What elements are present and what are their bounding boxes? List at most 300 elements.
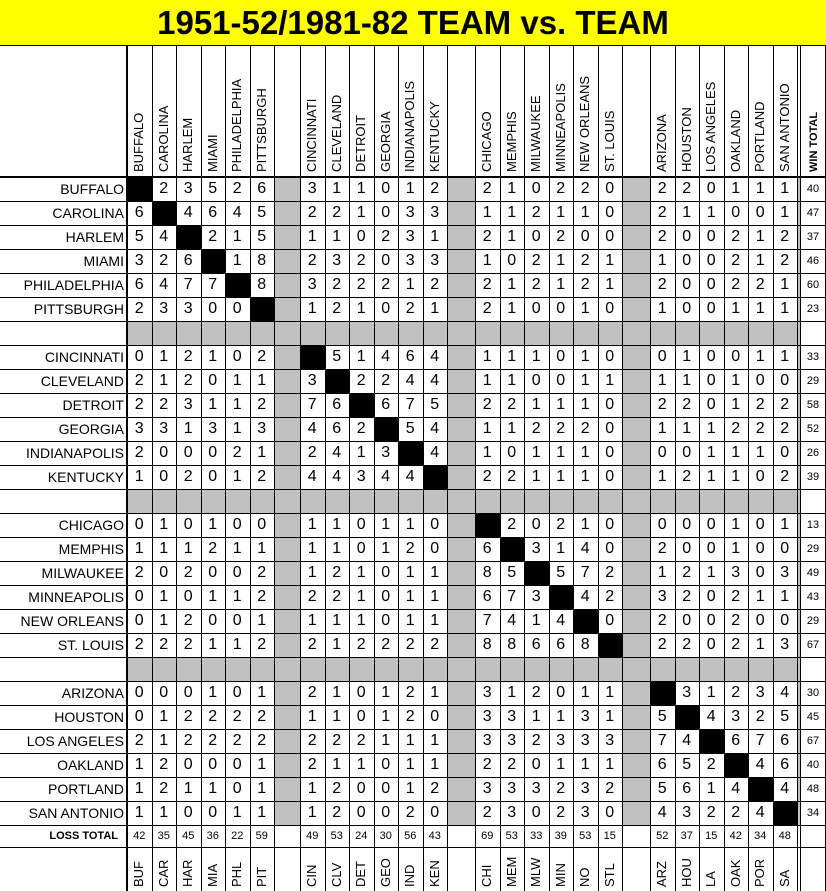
loss-total-value: 34 bbox=[754, 830, 767, 842]
head-to-head-wins: 5 bbox=[657, 708, 667, 725]
head-to-head-wins: 0 bbox=[755, 372, 765, 389]
column-header-name: PHILADELPHIA bbox=[229, 78, 245, 172]
head-to-head-wins: 0 bbox=[657, 516, 667, 533]
head-to-head-wins: 2 bbox=[482, 228, 492, 245]
head-to-head-wins: 1 bbox=[232, 588, 242, 605]
head-to-head-wins: 1 bbox=[232, 372, 242, 389]
head-to-head-wins: 2 bbox=[332, 780, 342, 797]
head-to-head-wins: 1 bbox=[507, 228, 517, 245]
grid-line bbox=[0, 777, 826, 778]
head-to-head-wins: 2 bbox=[134, 444, 144, 461]
head-to-head-wins: 2 bbox=[556, 180, 566, 197]
grid-line bbox=[797, 46, 798, 891]
win-total-value: 29 bbox=[806, 615, 820, 627]
grid-line bbox=[0, 345, 826, 346]
head-to-head-wins: 2 bbox=[159, 396, 169, 413]
head-to-head-wins: 6 bbox=[183, 252, 193, 269]
win-total-value: 29 bbox=[806, 375, 820, 387]
head-to-head-wins: 1 bbox=[706, 564, 716, 581]
head-to-head-wins: 3 bbox=[531, 780, 541, 797]
head-to-head-wins: 0 bbox=[706, 300, 716, 317]
head-to-head-wins: 2 bbox=[580, 180, 590, 197]
head-to-head-wins: 3 bbox=[507, 708, 517, 725]
head-to-head-wins: 0 bbox=[134, 708, 144, 725]
row-header-name: MIAMI bbox=[83, 253, 124, 269]
head-to-head-wins: 1 bbox=[755, 588, 765, 605]
head-to-head-wins: 2 bbox=[307, 588, 317, 605]
column-header-abbr: BUF bbox=[131, 861, 147, 887]
diagonal-self-cell bbox=[325, 369, 350, 393]
head-to-head-wins: 3 bbox=[731, 708, 741, 725]
head-to-head-wins: 1 bbox=[332, 612, 342, 629]
head-to-head-wins: 4 bbox=[780, 684, 790, 701]
grid-line bbox=[524, 46, 525, 891]
head-to-head-wins: 1 bbox=[507, 300, 517, 317]
head-to-head-wins: 1 bbox=[208, 588, 218, 605]
head-to-head-wins: 3 bbox=[183, 396, 193, 413]
diagonal-self-cell bbox=[675, 705, 700, 729]
win-total-value: 46 bbox=[806, 255, 820, 267]
head-to-head-wins: 0 bbox=[381, 588, 391, 605]
column-header-name: NEW ORLEANS bbox=[577, 75, 593, 172]
diagonal-self-cell bbox=[423, 465, 448, 489]
head-to-head-wins: 0 bbox=[159, 684, 169, 701]
head-to-head-wins: 1 bbox=[356, 348, 366, 365]
grid-line bbox=[598, 46, 599, 891]
head-to-head-wins: 1 bbox=[731, 468, 741, 485]
grid-line bbox=[675, 46, 676, 891]
head-to-head-wins: 2 bbox=[507, 756, 517, 773]
head-to-head-wins: 1 bbox=[556, 276, 566, 293]
column-header-abbr: IND bbox=[402, 864, 418, 887]
head-to-head-wins: 2 bbox=[232, 732, 242, 749]
head-to-head-wins: 1 bbox=[482, 444, 492, 461]
head-to-head-wins: 1 bbox=[605, 756, 615, 773]
head-to-head-wins: 1 bbox=[482, 348, 492, 365]
grid-line bbox=[0, 225, 826, 226]
head-to-head-wins: 1 bbox=[755, 636, 765, 653]
head-to-head-wins: 2 bbox=[257, 468, 267, 485]
diagonal-self-cell bbox=[374, 417, 399, 441]
grid-line bbox=[475, 46, 476, 891]
head-to-head-wins: 2 bbox=[682, 468, 692, 485]
head-to-head-wins: 0 bbox=[755, 204, 765, 221]
head-to-head-wins: 1 bbox=[134, 540, 144, 557]
head-to-head-wins: 0 bbox=[232, 780, 242, 797]
head-to-head-wins: 7 bbox=[405, 396, 415, 413]
head-to-head-wins: 2 bbox=[430, 780, 440, 797]
head-to-head-wins: 2 bbox=[580, 420, 590, 437]
head-to-head-wins: 0 bbox=[232, 564, 242, 581]
head-to-head-wins: 0 bbox=[682, 228, 692, 245]
grid-line bbox=[447, 46, 448, 891]
head-to-head-wins: 4 bbox=[332, 444, 342, 461]
head-to-head-wins: 4 bbox=[332, 468, 342, 485]
column-header-abbr: HAR bbox=[180, 859, 196, 887]
head-to-head-wins: 0 bbox=[605, 348, 615, 365]
head-to-head-wins: 1 bbox=[682, 204, 692, 221]
head-to-head-wins: 1 bbox=[208, 636, 218, 653]
grid-line bbox=[0, 465, 826, 466]
head-to-head-wins: 2 bbox=[605, 564, 615, 581]
loss-total-value: 53 bbox=[330, 830, 343, 842]
head-to-head-wins: 1 bbox=[780, 588, 790, 605]
head-to-head-wins: 0 bbox=[706, 228, 716, 245]
head-to-head-wins: 3 bbox=[482, 780, 492, 797]
head-to-head-wins: 0 bbox=[159, 444, 169, 461]
loss-total-value: 15 bbox=[603, 830, 616, 842]
head-to-head-wins: 1 bbox=[580, 756, 590, 773]
head-to-head-wins: 4 bbox=[381, 348, 391, 365]
head-to-head-wins: 0 bbox=[605, 300, 615, 317]
head-to-head-wins: 3 bbox=[208, 420, 218, 437]
head-to-head-wins: 0 bbox=[531, 300, 541, 317]
head-to-head-wins: 4 bbox=[430, 420, 440, 437]
column-header-abbr: LA bbox=[703, 871, 719, 887]
column-header-abbr: STL bbox=[601, 863, 617, 887]
head-to-head-wins: 2 bbox=[657, 540, 667, 557]
head-to-head-wins: 1 bbox=[706, 444, 716, 461]
head-to-head-wins: 1 bbox=[580, 468, 590, 485]
head-to-head-wins: 1 bbox=[605, 252, 615, 269]
head-to-head-wins: 2 bbox=[183, 468, 193, 485]
grid-line bbox=[176, 46, 177, 891]
head-to-head-wins: 1 bbox=[332, 228, 342, 245]
head-to-head-wins: 6 bbox=[134, 204, 144, 221]
head-to-head-wins: 2 bbox=[257, 588, 267, 605]
head-to-head-wins: 0 bbox=[183, 444, 193, 461]
head-to-head-wins: 2 bbox=[332, 276, 342, 293]
head-to-head-wins: 5 bbox=[507, 564, 517, 581]
head-to-head-wins: 1 bbox=[780, 348, 790, 365]
head-to-head-wins: 3 bbox=[580, 708, 590, 725]
head-to-head-wins: 2 bbox=[332, 564, 342, 581]
head-to-head-wins: 2 bbox=[381, 228, 391, 245]
head-to-head-wins: 0 bbox=[755, 564, 765, 581]
head-to-head-wins: 1 bbox=[183, 420, 193, 437]
head-to-head-wins: 0 bbox=[605, 204, 615, 221]
diagonal-self-cell bbox=[300, 345, 325, 369]
head-to-head-wins: 1 bbox=[356, 444, 366, 461]
head-to-head-wins: 0 bbox=[605, 804, 615, 821]
head-to-head-wins: 2 bbox=[356, 732, 366, 749]
column-header-abbr: POR bbox=[752, 858, 768, 887]
column-header-name: PORTLAND bbox=[752, 101, 768, 172]
head-to-head-wins: 1 bbox=[657, 564, 667, 581]
head-to-head-wins: 2 bbox=[405, 804, 415, 821]
diagonal-self-cell bbox=[699, 729, 724, 753]
head-to-head-wins: 1 bbox=[657, 372, 667, 389]
head-to-head-wins: 1 bbox=[580, 300, 590, 317]
head-to-head-wins: 0 bbox=[556, 372, 566, 389]
head-to-head-wins: 1 bbox=[482, 420, 492, 437]
head-to-head-wins: 2 bbox=[731, 252, 741, 269]
head-to-head-wins: 0 bbox=[706, 588, 716, 605]
head-to-head-wins: 2 bbox=[531, 252, 541, 269]
head-to-head-wins: 0 bbox=[159, 564, 169, 581]
head-to-head-wins: 2 bbox=[208, 732, 218, 749]
head-to-head-wins: 4 bbox=[755, 756, 765, 773]
diagonal-self-cell bbox=[475, 513, 500, 537]
head-to-head-wins: 2 bbox=[731, 588, 741, 605]
head-to-head-wins: 1 bbox=[482, 204, 492, 221]
row-header-name: SAN ANTONIO bbox=[28, 805, 124, 821]
head-to-head-wins: 0 bbox=[780, 372, 790, 389]
win-total-value: 33 bbox=[806, 351, 820, 363]
head-to-head-wins: 0 bbox=[381, 204, 391, 221]
head-to-head-wins: 1 bbox=[507, 180, 517, 197]
head-to-head-wins: 1 bbox=[706, 204, 716, 221]
head-to-head-wins: 3 bbox=[307, 180, 317, 197]
head-to-head-wins: 2 bbox=[531, 732, 541, 749]
head-to-head-wins: 1 bbox=[332, 636, 342, 653]
head-to-head-wins: 1 bbox=[307, 780, 317, 797]
win-total-value: 48 bbox=[806, 783, 820, 795]
head-to-head-wins: 3 bbox=[731, 564, 741, 581]
head-to-head-wins: 0 bbox=[356, 228, 366, 245]
head-to-head-wins: 2 bbox=[507, 468, 517, 485]
head-to-head-wins: 0 bbox=[706, 516, 716, 533]
head-to-head-wins: 3 bbox=[307, 372, 317, 389]
head-to-head-wins: 1 bbox=[159, 372, 169, 389]
grid-line bbox=[724, 46, 725, 891]
head-to-head-wins: 1 bbox=[232, 468, 242, 485]
head-to-head-wins: 1 bbox=[507, 372, 517, 389]
head-to-head-wins: 2 bbox=[183, 708, 193, 725]
head-to-head-wins: 2 bbox=[731, 420, 741, 437]
head-to-head-wins: 3 bbox=[405, 252, 415, 269]
column-header-abbr: CHI bbox=[479, 864, 495, 887]
head-to-head-wins: 8 bbox=[507, 636, 517, 653]
head-to-head-wins: 1 bbox=[731, 516, 741, 533]
head-to-head-wins: 1 bbox=[405, 276, 415, 293]
head-to-head-wins: 1 bbox=[531, 708, 541, 725]
head-to-head-wins: 2 bbox=[482, 276, 492, 293]
head-to-head-wins: 1 bbox=[356, 564, 366, 581]
head-to-head-wins: 3 bbox=[682, 804, 692, 821]
head-to-head-wins: 0 bbox=[356, 516, 366, 533]
head-to-head-wins: 2 bbox=[731, 636, 741, 653]
win-total-value: 37 bbox=[806, 231, 820, 243]
diagonal-self-cell bbox=[176, 225, 201, 249]
diagonal-self-cell bbox=[500, 537, 525, 561]
head-to-head-wins: 0 bbox=[134, 348, 144, 365]
head-to-head-wins: 1 bbox=[257, 444, 267, 461]
head-to-head-wins: 2 bbox=[257, 708, 267, 725]
head-to-head-wins: 2 bbox=[731, 612, 741, 629]
head-to-head-wins: 1 bbox=[780, 204, 790, 221]
head-to-head-wins: 2 bbox=[682, 396, 692, 413]
head-to-head-wins: 0 bbox=[232, 516, 242, 533]
head-to-head-wins: 1 bbox=[580, 348, 590, 365]
head-to-head-wins: 3 bbox=[482, 732, 492, 749]
head-to-head-wins: 6 bbox=[405, 348, 415, 365]
head-to-head-wins: 1 bbox=[307, 228, 317, 245]
grid-line bbox=[225, 46, 226, 891]
head-to-head-wins: 5 bbox=[780, 708, 790, 725]
head-to-head-wins: 4 bbox=[430, 348, 440, 365]
win-total-value: 67 bbox=[806, 639, 820, 651]
head-to-head-wins: 0 bbox=[381, 300, 391, 317]
loss-total-value: 37 bbox=[680, 830, 693, 842]
head-to-head-wins: 6 bbox=[257, 180, 267, 197]
head-to-head-wins: 5 bbox=[257, 228, 267, 245]
head-to-head-wins: 3 bbox=[356, 468, 366, 485]
head-to-head-wins: 1 bbox=[159, 516, 169, 533]
head-to-head-wins: 3 bbox=[405, 228, 415, 245]
loss-total-value: 30 bbox=[379, 830, 392, 842]
win-total-value: 60 bbox=[806, 279, 820, 291]
head-to-head-wins: 0 bbox=[134, 588, 144, 605]
head-to-head-wins: 2 bbox=[208, 540, 218, 557]
head-to-head-wins: 1 bbox=[507, 204, 517, 221]
grid-line bbox=[0, 513, 826, 514]
head-to-head-wins: 5 bbox=[556, 564, 566, 581]
head-to-head-wins: 2 bbox=[482, 804, 492, 821]
grid-line bbox=[250, 46, 251, 891]
head-to-head-wins: 2 bbox=[482, 396, 492, 413]
head-to-head-wins: 1 bbox=[482, 372, 492, 389]
column-header-name: BUFFALO bbox=[131, 112, 147, 172]
head-to-head-wins: 3 bbox=[531, 540, 541, 557]
head-to-head-wins: 1 bbox=[556, 204, 566, 221]
head-to-head-wins: 3 bbox=[556, 732, 566, 749]
head-to-head-wins: 1 bbox=[682, 348, 692, 365]
head-to-head-wins: 1 bbox=[755, 228, 765, 245]
head-to-head-wins: 6 bbox=[657, 756, 667, 773]
head-to-head-wins: 2 bbox=[682, 636, 692, 653]
row-header-name: CINCINNATI bbox=[44, 349, 124, 365]
head-to-head-wins: 2 bbox=[531, 276, 541, 293]
head-to-head-wins: 1 bbox=[257, 372, 267, 389]
head-to-head-wins: 0 bbox=[356, 804, 366, 821]
head-to-head-wins: 1 bbox=[605, 684, 615, 701]
grid-line bbox=[423, 46, 424, 891]
head-to-head-wins: 2 bbox=[531, 420, 541, 437]
row-header-name: DETROIT bbox=[62, 397, 124, 413]
head-to-head-wins: 2 bbox=[706, 756, 716, 773]
grid-line bbox=[0, 393, 826, 394]
column-header-name: GEORGIA bbox=[377, 111, 393, 172]
head-to-head-wins: 1 bbox=[405, 180, 415, 197]
column-header-abbr: MLW bbox=[528, 857, 544, 887]
head-to-head-wins: 0 bbox=[731, 204, 741, 221]
head-to-head-wins: 1 bbox=[731, 300, 741, 317]
head-to-head-wins: 1 bbox=[780, 516, 790, 533]
diagonal-self-cell bbox=[724, 753, 749, 777]
head-to-head-wins: 1 bbox=[580, 444, 590, 461]
grid-line bbox=[0, 177, 826, 178]
head-to-head-wins: 2 bbox=[405, 684, 415, 701]
head-to-head-wins: 1 bbox=[307, 516, 317, 533]
grid-line bbox=[374, 46, 375, 891]
head-to-head-wins: 1 bbox=[332, 540, 342, 557]
head-to-head-wins: 3 bbox=[755, 684, 765, 701]
head-to-head-wins: 2 bbox=[307, 252, 317, 269]
head-to-head-wins: 1 bbox=[682, 420, 692, 437]
head-to-head-wins: 1 bbox=[257, 804, 267, 821]
head-to-head-wins: 2 bbox=[307, 204, 317, 221]
head-to-head-wins: 0 bbox=[605, 396, 615, 413]
head-to-head-wins: 2 bbox=[482, 180, 492, 197]
column-header-abbr: GEO bbox=[377, 858, 393, 887]
head-to-head-wins: 0 bbox=[706, 348, 716, 365]
column-header-abbr: CLV bbox=[328, 862, 344, 887]
row-header-name: PORTLAND bbox=[48, 781, 124, 797]
head-to-head-wins: 4 bbox=[657, 804, 667, 821]
head-to-head-wins: 2 bbox=[430, 276, 440, 293]
head-to-head-wins: 2 bbox=[657, 636, 667, 653]
head-to-head-wins: 8 bbox=[580, 636, 590, 653]
head-to-head-wins: 3 bbox=[482, 708, 492, 725]
head-to-head-wins: 3 bbox=[381, 444, 391, 461]
head-to-head-wins: 6 bbox=[332, 396, 342, 413]
head-to-head-wins: 0 bbox=[682, 516, 692, 533]
head-to-head-wins: 5 bbox=[208, 180, 218, 197]
head-to-head-wins: 1 bbox=[134, 804, 144, 821]
head-to-head-wins: 4 bbox=[381, 468, 391, 485]
head-to-head-wins: 2 bbox=[356, 636, 366, 653]
head-to-head-wins: 6 bbox=[556, 636, 566, 653]
head-to-head-wins: 2 bbox=[482, 468, 492, 485]
grid-line bbox=[0, 297, 826, 298]
grid-line bbox=[0, 753, 826, 754]
head-to-head-wins: 1 bbox=[780, 180, 790, 197]
head-to-head-wins: 2 bbox=[159, 252, 169, 269]
win-total-value: 52 bbox=[806, 423, 820, 435]
head-to-head-wins: 0 bbox=[780, 612, 790, 629]
row-header-name: KENTUCKY bbox=[47, 469, 124, 485]
head-to-head-wins: 2 bbox=[332, 804, 342, 821]
head-to-head-wins: 6 bbox=[482, 540, 492, 557]
head-to-head-wins: 1 bbox=[356, 756, 366, 773]
head-to-head-wins: 1 bbox=[430, 684, 440, 701]
head-to-head-wins: 6 bbox=[482, 588, 492, 605]
head-to-head-wins: 3 bbox=[531, 588, 541, 605]
head-to-head-wins: 5 bbox=[257, 204, 267, 221]
head-to-head-wins: 2 bbox=[356, 276, 366, 293]
head-to-head-wins: 1 bbox=[232, 228, 242, 245]
head-to-head-wins: 4 bbox=[682, 732, 692, 749]
head-to-head-wins: 1 bbox=[657, 252, 667, 269]
head-to-head-wins: 1 bbox=[381, 516, 391, 533]
win-total-value: 67 bbox=[806, 735, 820, 747]
grid-line bbox=[0, 249, 826, 250]
head-to-head-wins: 2 bbox=[232, 708, 242, 725]
head-to-head-wins: 0 bbox=[605, 540, 615, 557]
head-to-head-wins: 1 bbox=[605, 276, 615, 293]
head-to-head-wins: 1 bbox=[159, 804, 169, 821]
head-to-head-wins: 2 bbox=[731, 684, 741, 701]
row-header-name: OAKLAND bbox=[57, 757, 124, 773]
head-to-head-wins: 0 bbox=[507, 444, 517, 461]
head-to-head-wins: 0 bbox=[257, 516, 267, 533]
head-to-head-wins: 2 bbox=[257, 564, 267, 581]
head-to-head-wins: 0 bbox=[682, 444, 692, 461]
head-to-head-wins: 0 bbox=[208, 468, 218, 485]
head-to-head-wins: 1 bbox=[332, 708, 342, 725]
grid-line bbox=[398, 46, 399, 891]
win-total-value: 40 bbox=[806, 183, 820, 195]
head-to-head-wins: 0 bbox=[381, 780, 391, 797]
head-to-head-wins: 1 bbox=[657, 420, 667, 437]
head-to-head-wins: 2 bbox=[405, 300, 415, 317]
grid-line bbox=[0, 417, 826, 418]
head-to-head-wins: 1 bbox=[307, 612, 317, 629]
row-header-name: CHICAGO bbox=[58, 517, 124, 533]
head-to-head-wins: 1 bbox=[430, 612, 440, 629]
head-to-head-wins: 2 bbox=[507, 396, 517, 413]
